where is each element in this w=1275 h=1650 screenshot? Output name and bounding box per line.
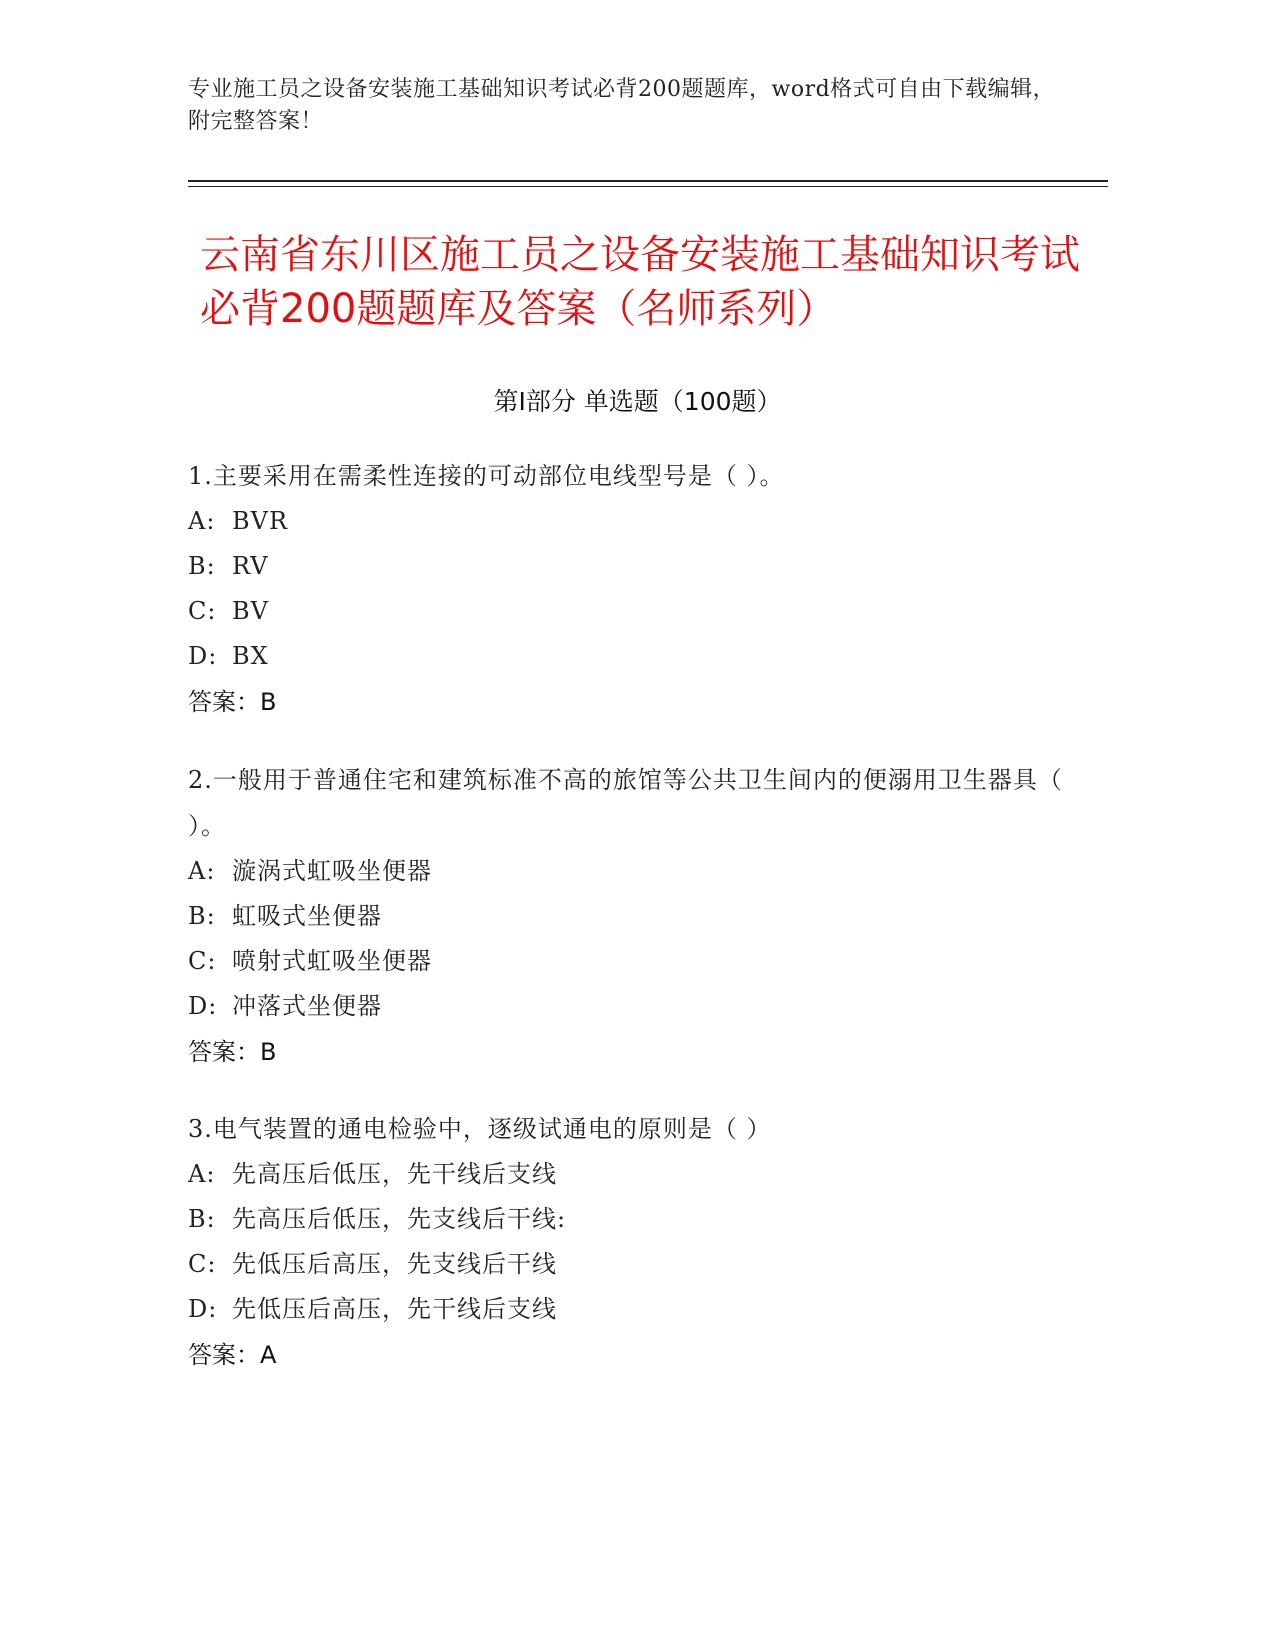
option-c [188, 589, 1068, 634]
option-key: C: [188, 597, 217, 625]
answer-line: 答案：A [188, 1341, 277, 1369]
question-1 [188, 453, 1068, 725]
option-b [188, 894, 1068, 939]
question-stem: 2.一般用于普通住宅和建筑标准不高的旅馆等公共卫生间内的便溺用卫生器具（ ）。 [188, 766, 1063, 840]
option-text: 先高压后低压，先干线后支线 [232, 1160, 557, 1188]
answer-line: 答案：B [188, 1038, 277, 1066]
option-key: B: [188, 902, 216, 930]
option-b [188, 544, 1068, 589]
option-text: 先低压后高压，先干线后支线 [232, 1295, 557, 1323]
header-divider-thin [188, 186, 1108, 187]
option-text: 冲落式坐便器 [232, 992, 382, 1020]
document-title: 云南省东川区施工员之设备安装施工基础知识考试必背200题题库及答案（名师系列） [200, 232, 1080, 332]
option-key: B: [188, 552, 216, 580]
option-text: 先高压后低压，先支线后干线: [232, 1205, 567, 1233]
option-text: 虹吸式坐便器 [232, 902, 382, 930]
option-a [188, 849, 1068, 894]
option-key: A: [188, 857, 216, 885]
answer-line: 答案：B [188, 688, 277, 716]
option-text: BV [232, 597, 269, 625]
option-key: C: [188, 947, 217, 975]
option-key: A: [188, 507, 216, 535]
option-c [188, 939, 1068, 984]
option-key: D: [188, 1295, 218, 1323]
option-b [188, 1197, 1068, 1242]
question-stem: 1.主要采用在需柔性连接的可动部位电线型号是（ ）。 [188, 462, 785, 490]
option-d [188, 634, 1068, 679]
option-text: 先低压后高压，先支线后干线 [232, 1250, 557, 1278]
option-key: D: [188, 992, 218, 1020]
option-key: B: [188, 1205, 216, 1233]
question-stem: 3.电气装置的通电检验中，逐级试通电的原则是（ ） [188, 1115, 772, 1143]
option-key: D: [188, 642, 218, 670]
option-key: C: [188, 1250, 217, 1278]
section-heading: 第I部分 单选题（100题） [493, 387, 782, 416]
option-text: BVR [232, 507, 289, 535]
option-d [188, 1287, 1068, 1332]
question-2 [188, 757, 1068, 1075]
option-text: RV [232, 552, 269, 580]
option-a [188, 499, 1068, 544]
option-key: A: [188, 1160, 216, 1188]
header-note: 专业施工员之设备安装施工基础知识考试必背200题题库，word格式可自由下载编辑，附完整答案！ [188, 77, 1056, 134]
option-text: BX [232, 642, 269, 670]
option-text: 喷射式虹吸坐便器 [232, 947, 432, 975]
header-divider-thick [188, 180, 1108, 182]
option-c [188, 1242, 1068, 1287]
question-3 [188, 1106, 1068, 1378]
option-d [188, 984, 1068, 1029]
option-text: 漩涡式虹吸坐便器 [232, 857, 432, 885]
option-a [188, 1152, 1068, 1197]
